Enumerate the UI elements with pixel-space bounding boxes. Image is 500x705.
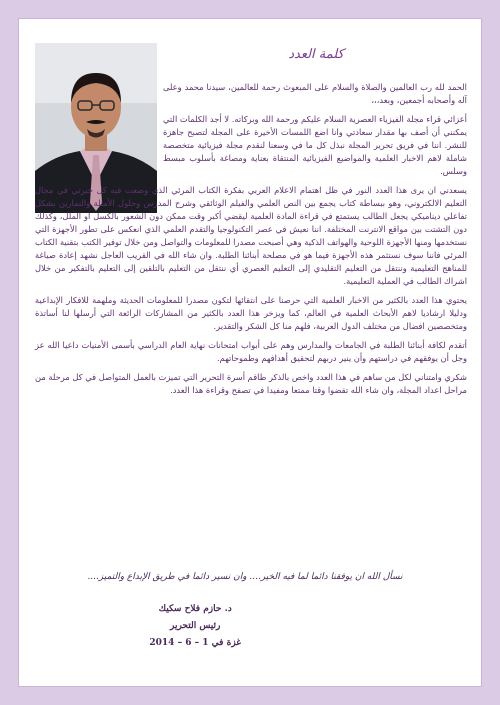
paragraph-greeting: الحمد لله رب العالمين والصلاة والسلام على المبعوث رحمة للعالمين، سيدنا محمد وعلى آله وأصحابه أجمعين، وبعد،،، bbox=[163, 82, 467, 105]
paragraph-issue-content: يحتوي هذا العدد بالكثير من الاخبار العلمية التي حرصنا على انتقائها لتكون مصدرا للمعلومات الحديثة وملهمة للافكار الإبداعية ودليلا ارشاديا لاهم الأبحاث العلمية في العالم، كما ويزخر هذا العدد بالكثير من المشاركات الرائعة التي أرسلها لنا أساتذة ومتخصصين افضال من مختلف الدول العربية، فلهم منا كل الشكر والتقدير. bbox=[35, 295, 467, 331]
signature-name: د. حازم فلاح سكيك bbox=[158, 604, 232, 614]
signature-date: غزة في 1 – 6 – 2014 bbox=[149, 638, 241, 648]
editorial-page bbox=[18, 18, 482, 687]
paragraph-students: أتقدم لكافة أبنائنا الطلبة في الجامعات والمدارس وهم على أبواب امتحانات نهاية العام الدراسي بأسمى الأمنيات داعيا الله عز وجل أن يوفقهم في دراستهم وأن ينير دربهم لتحقيق أهدافهم وطموحاتهم. bbox=[35, 340, 467, 363]
closing-prayer: نسأل الله ان يوفقنا دائما لما فيه الخير.... وان نسير دائما في طريق الإبداع والتميز.... bbox=[87, 572, 403, 582]
page-title: كلمة العدد bbox=[288, 47, 344, 62]
paragraph-thanks: شكري وامتناني لكل من ساهم في هذا العدد واخص بالذكر طاقم أسرة التحرير التي تميزت بالعمل المتواصل في كل مرحلة من مراحل اعداد المجلة، وان شاء الله تقضوا وقتا ممتعا ومفيدا في تصفح وقراءة هذا العدد. bbox=[35, 372, 467, 395]
editorial-body bbox=[35, 81, 467, 403]
signature-block bbox=[149, 601, 241, 652]
paragraph-intro: أعزائي قراء مجلة الفيزياء العصرية السلام عليكم ورحمة الله وبركاته. لا أجد الكلمات التي يمكنني أن أصف بها مقدار سعادتي وانا اضع اللمسات الأخيرة على المجلة لتصبح جاهزة للنشر. اننا في فريق تحرير المجلة نبذل كل ما في وسعنا لنقدم مجلة فيزيائية متخصصة شاملة لاهم الاخبار العلمية والمواضيع الفيزيائية المنتقاة بعناية ومصاغة بأسلوب مبسط وسلس. bbox=[163, 114, 467, 176]
paragraph-visual-book: يسعدني ان يرى هذا العدد النور في ظل اهتمام الاعلام العربي بفكرة الكتاب المرئي الذي وضعت فيه كل خبرتي في مجال التعليم الالكتروني، وهو ببساطة كتاب يجمع بين النص العلمي والفيلم الوثائقي وشرح المدرس وحلول الأمثلة والتمارين بشكل تفاعلي ديناميكي يجعل الطالب يستمتع في قراءة المادة العلمية ليقضي أكبر وقت ممكن دون الشعور بالكسل او الملل، وكذلك دون التشتت بين مواقع الانترنت المختلفة. اننا نعيش في عصر التكنولوجيا والتقدم العلمي الذي انعكس على تطور الأجهزة التي نستخدمها ومنها الأجهزة اللوحية والهواتف الذكية وهي أصبحت مصدرا للمعلومات والتواصل ومن خلال توفير الكتب بتقنية الكتاب المرئي فاننا سوف نستثمر هذه الأجهزة فيما هو في مصلحة أبنائنا الطلبة. وان شاء الله في القريب العاجل نشهد إعادة صياغة للمناهج التعليمية وننتقل من التعليم التقليدي إلى التعليم العصري أي ننتقل من التعليم بالتلقين إلى التعليم بالتفكير من خلال اشراك الطالب في العملية التعليمية. bbox=[35, 185, 467, 286]
signature-role: رئيس التحرير bbox=[169, 621, 221, 631]
